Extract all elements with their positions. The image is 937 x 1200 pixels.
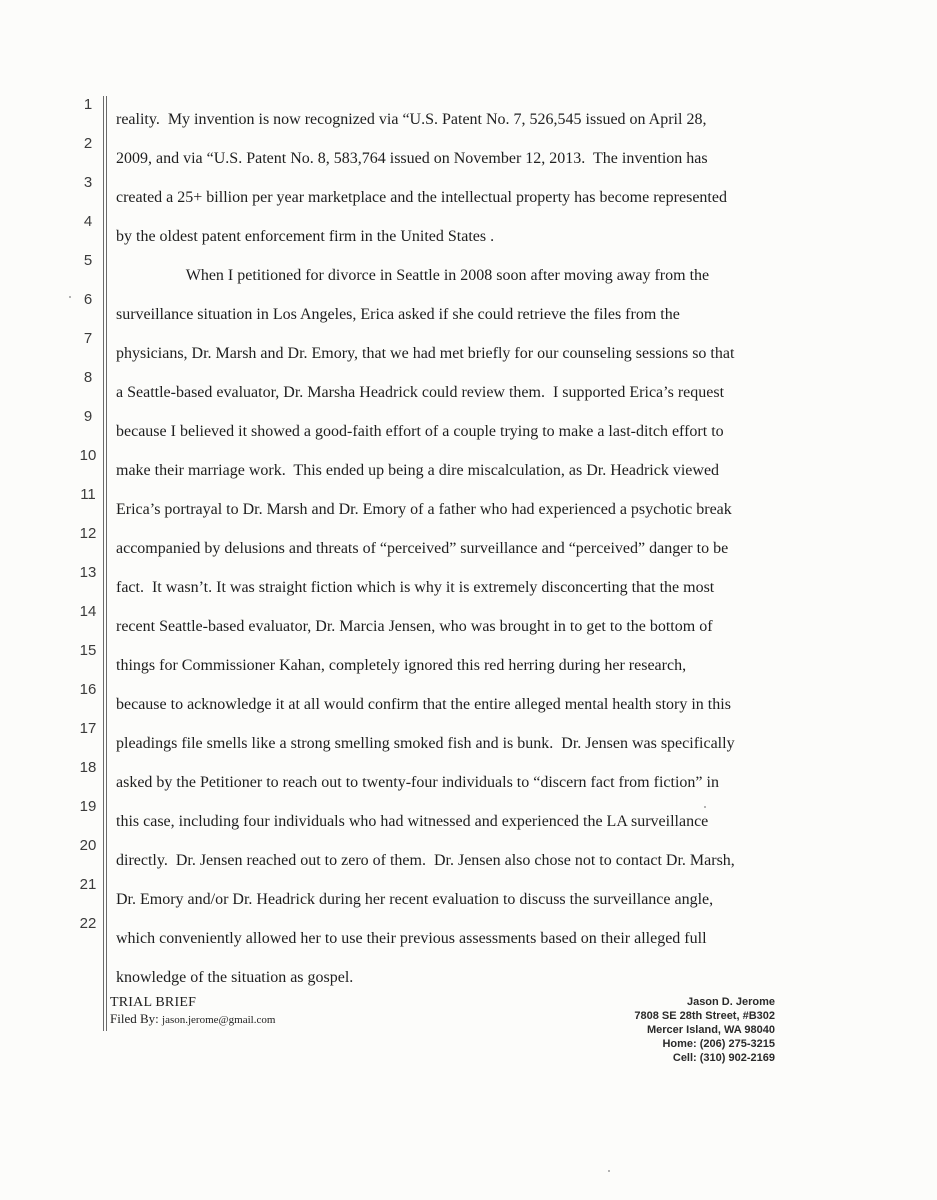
footer-caption bbox=[110, 995, 275, 1028]
text-line: knowledge of the situation as gospel. bbox=[116, 969, 354, 986]
scan-speck bbox=[704, 806, 706, 808]
line-number: 1 bbox=[83, 96, 93, 113]
text-line: things for Commissioner Kahan, completely ignored this red herring during her research, bbox=[116, 657, 687, 674]
text-line: reality. My invention is now recognized via “U.S. Patent No. 7, 526,545 issued on April 28, bbox=[116, 111, 707, 128]
text-line: fact. It wasn’t. It was straight fiction which is why it is extremely disconcerting that the most bbox=[116, 579, 715, 596]
line-number: 8 bbox=[83, 369, 93, 386]
filed-by-line bbox=[110, 1011, 275, 1028]
text-line: because I believed it showed a good-faith effort of a couple trying to make a last-ditch effort to bbox=[116, 423, 724, 440]
left-margin-rule bbox=[103, 96, 104, 1031]
filed-by-label: Filed By: bbox=[110, 1011, 163, 1026]
text-line: this case, including four individuals who had witnessed and experienced the LA surveillance bbox=[116, 813, 709, 830]
scan-speck bbox=[69, 296, 71, 298]
document-title: TRIAL BRIEF bbox=[110, 995, 197, 1010]
text-line: 2009, and via “U.S. Patent No. 8, 583,764 issued on November 12, 2013. The invention has bbox=[116, 150, 708, 167]
line-number: 5 bbox=[83, 252, 93, 269]
line-number: 7 bbox=[83, 330, 93, 347]
line-number: 18 bbox=[79, 759, 97, 776]
contact-name: Jason D. Jerome bbox=[686, 996, 775, 1008]
text-line: Dr. Emory and/or Dr. Headrick during her recent evaluation to discuss the surveillance angle, bbox=[116, 891, 714, 908]
filed-by-email: jason.jerome@gmail.com bbox=[162, 1014, 276, 1026]
contact-cell-phone: Cell: (310) 902-2169 bbox=[672, 1052, 775, 1064]
paragraph-first-line: When I petitioned for divorce in Seattle in 2008 soon after moving away from the bbox=[154, 267, 710, 284]
scan-speck bbox=[608, 1170, 610, 1172]
line-number: 6 bbox=[83, 291, 93, 308]
line-number: 9 bbox=[83, 408, 93, 425]
text-line: make their marriage work. This ended up being a dire miscalculation, as Dr. Headrick viewed bbox=[116, 462, 720, 479]
text-line: because to acknowledge it at all would confirm that the entire alleged mental health story in this bbox=[116, 696, 731, 713]
line-number: 12 bbox=[79, 525, 97, 542]
text-line: pleadings file smells like a strong smelling smoked fish and is bunk. Dr. Jensen was specifically bbox=[116, 735, 735, 752]
text-line: by the oldest patent enforcement firm in the United States . bbox=[116, 228, 495, 245]
contact-block bbox=[634, 995, 775, 1065]
line-number: 11 bbox=[80, 486, 96, 503]
line-number: 16 bbox=[79, 681, 97, 698]
text-line: accompanied by delusions and threats of “perceived” surveillance and “perceived” danger to be bbox=[116, 540, 729, 557]
text-line: surveillance situation in Los Angeles, Erica asked if she could retrieve the files from the bbox=[116, 306, 680, 323]
text-line: Erica’s portrayal to Dr. Marsh and Dr. Emory of a father who had experienced a psychotic break bbox=[116, 501, 732, 518]
line-number: 19 bbox=[79, 798, 97, 815]
contact-city: Mercer Island, WA 98040 bbox=[647, 1024, 775, 1036]
line-number: 13 bbox=[79, 564, 97, 581]
left-margin-rule bbox=[106, 96, 107, 1031]
text-line: a Seattle-based evaluator, Dr. Marsha Headrick could review them. I supported Erica’s request bbox=[116, 384, 725, 401]
line-number: 10 bbox=[79, 447, 97, 464]
text-line: which conveniently allowed her to use their previous assessments based on their alleged full bbox=[116, 930, 707, 947]
line-number: 17 bbox=[79, 720, 97, 737]
text-line: directly. Dr. Jensen reached out to zero of them. Dr. Jensen also chose not to contact Dr. Marsh, bbox=[116, 852, 735, 869]
contact-home-phone: Home: (206) 275-3215 bbox=[662, 1038, 775, 1050]
line-number: 14 bbox=[79, 603, 97, 620]
line-number: 2 bbox=[83, 135, 93, 152]
line-number: 20 bbox=[79, 837, 97, 854]
line-number: 3 bbox=[83, 174, 93, 191]
line-number: 4 bbox=[83, 213, 93, 230]
text-line: created a 25+ billion per year marketplace and the intellectual property has become represented bbox=[116, 189, 727, 206]
contact-street: 7808 SE 28th Street, #B302 bbox=[634, 1010, 775, 1022]
text-line: asked by the Petitioner to reach out to twenty-four individuals to “discern fact from fiction” in bbox=[116, 774, 719, 791]
text-line: recent Seattle-based evaluator, Dr. Marcia Jensen, who was brought in to get to the bottom of bbox=[116, 618, 713, 635]
line-number: 21 bbox=[79, 876, 97, 893]
line-number: 15 bbox=[79, 642, 97, 659]
text-line: physicians, Dr. Marsh and Dr. Emory, that we had met briefly for our counseling sessions so that bbox=[116, 345, 735, 362]
line-number: 22 bbox=[79, 915, 97, 932]
